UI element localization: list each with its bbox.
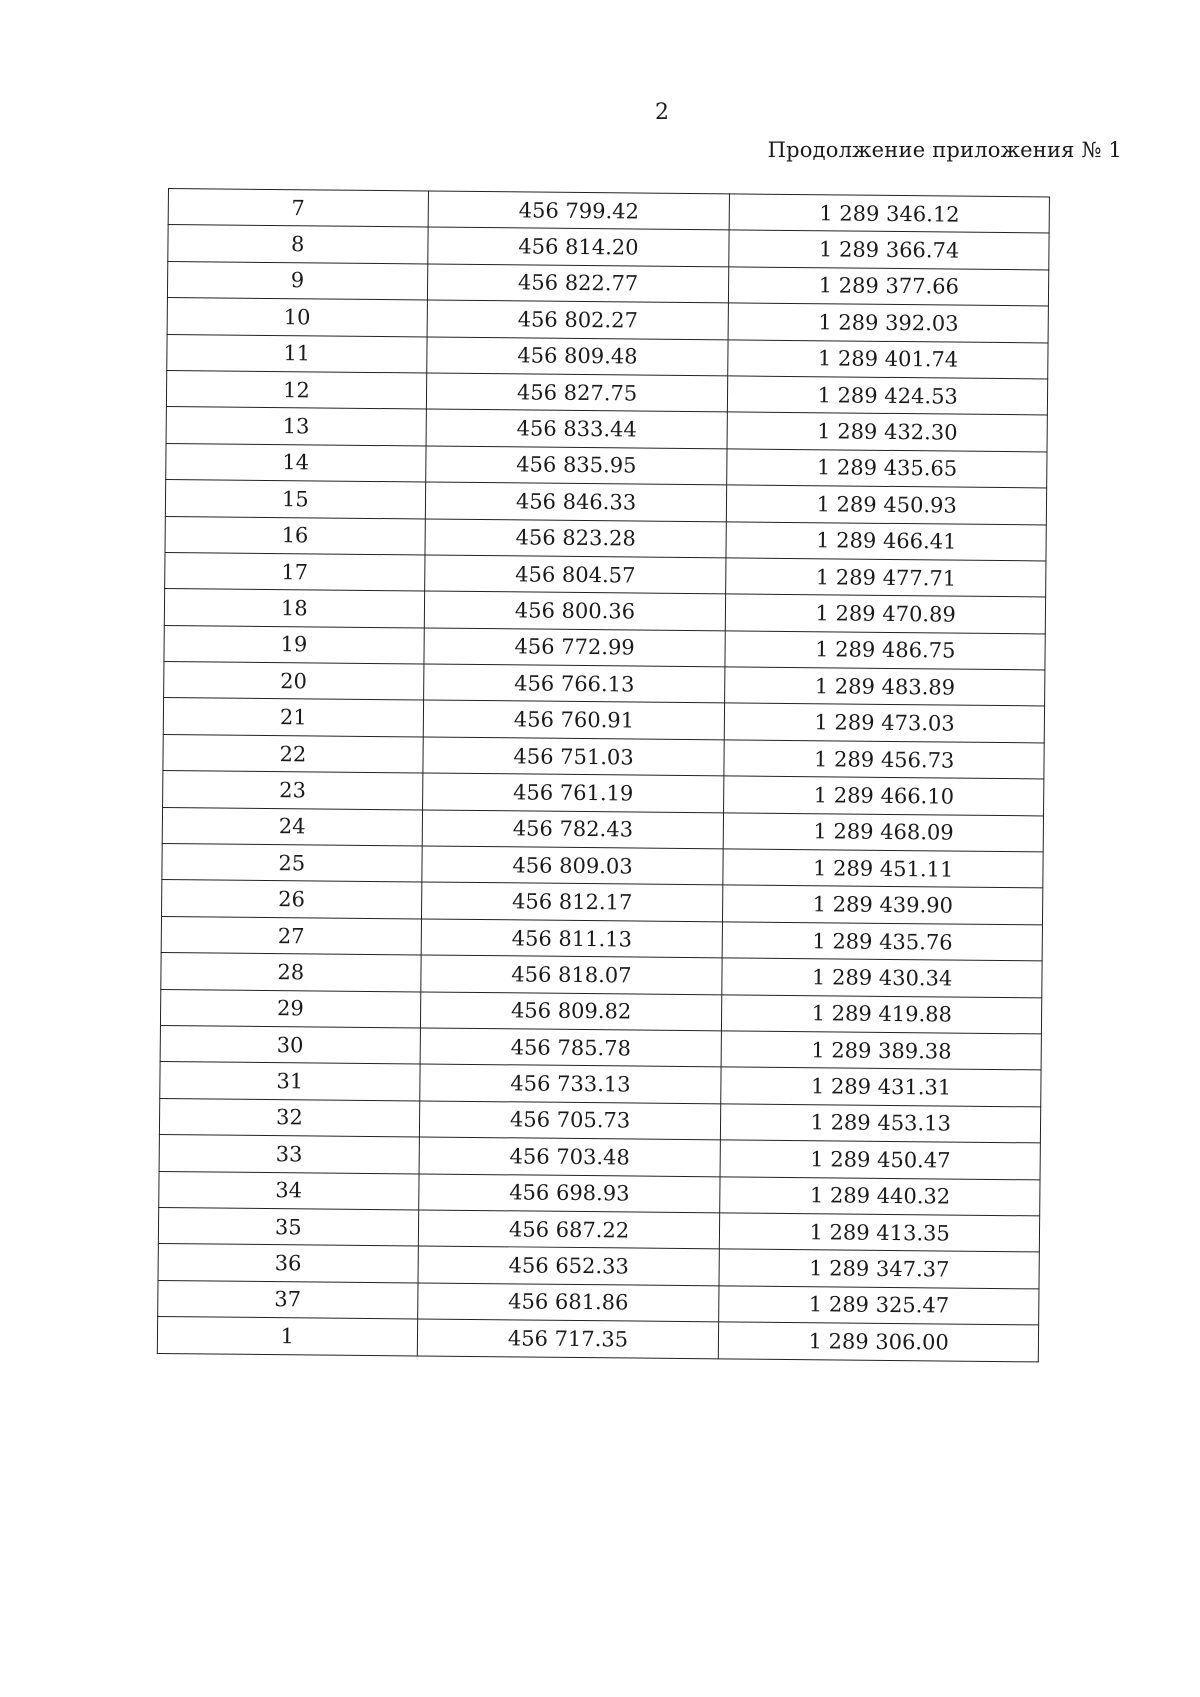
x-coordinate-cell: 456 823.28 <box>425 518 727 557</box>
point-number-cell: 19 <box>164 625 424 664</box>
coordinates-table <box>157 188 1050 1362</box>
page-number: 2 <box>655 100 669 125</box>
y-coordinate-cell: 1 289 466.41 <box>726 521 1046 560</box>
continuation-heading: Продолжение приложения № 1 <box>767 138 1122 162</box>
y-coordinate-cell: 1 289 477.71 <box>726 558 1046 597</box>
x-coordinate-cell: 456 800.36 <box>424 591 726 630</box>
x-coordinate-cell: 456 833.44 <box>426 409 728 448</box>
point-number-cell: 7 <box>168 189 428 228</box>
point-number-cell: 22 <box>163 734 423 773</box>
y-coordinate-cell: 1 289 450.47 <box>720 1140 1040 1179</box>
y-coordinate-cell: 1 289 325.47 <box>719 1286 1039 1325</box>
y-coordinate-cell: 1 289 470.89 <box>726 594 1046 633</box>
y-coordinate-cell: 1 289 347.37 <box>719 1249 1039 1288</box>
y-coordinate-cell: 1 289 453.13 <box>721 1104 1041 1143</box>
y-coordinate-cell: 1 289 306.00 <box>719 1322 1039 1361</box>
point-number-cell: 18 <box>164 589 424 628</box>
x-coordinate-cell: 456 717.35 <box>417 1319 719 1358</box>
y-coordinate-cell: 1 289 401.74 <box>728 339 1048 378</box>
point-number-cell: 24 <box>162 807 422 846</box>
point-number-cell: 28 <box>161 953 421 992</box>
y-coordinate-cell: 1 289 377.66 <box>729 267 1049 306</box>
point-number-cell: 37 <box>158 1280 418 1319</box>
point-number-cell: 29 <box>160 989 420 1028</box>
y-coordinate-cell: 1 289 435.65 <box>727 449 1047 488</box>
x-coordinate-cell: 456 822.77 <box>427 264 729 303</box>
x-coordinate-cell: 456 846.33 <box>425 482 727 521</box>
point-number-cell: 15 <box>165 480 425 519</box>
y-coordinate-cell: 1 289 430.34 <box>722 958 1042 997</box>
point-number-cell: 13 <box>166 407 426 446</box>
point-number-cell: 9 <box>167 261 427 300</box>
point-number-cell: 16 <box>165 516 425 555</box>
point-number-cell: 36 <box>158 1244 418 1283</box>
x-coordinate-cell: 456 652.33 <box>418 1246 720 1285</box>
point-number-cell: 17 <box>165 552 425 591</box>
x-coordinate-cell: 456 761.19 <box>422 773 724 812</box>
point-number-cell: 27 <box>161 916 421 955</box>
x-coordinate-cell: 456 785.78 <box>420 1028 722 1067</box>
y-coordinate-cell: 1 289 456.73 <box>724 740 1044 779</box>
point-number-cell: 14 <box>166 443 426 482</box>
x-coordinate-cell: 456 760.91 <box>423 700 725 739</box>
point-number-cell: 33 <box>159 1135 419 1174</box>
y-coordinate-cell: 1 289 413.35 <box>720 1213 1040 1252</box>
y-coordinate-cell: 1 289 483.89 <box>725 667 1045 706</box>
x-coordinate-cell: 456 809.48 <box>426 337 728 376</box>
point-number-cell: 8 <box>168 225 428 264</box>
y-coordinate-cell: 1 289 392.03 <box>728 303 1048 342</box>
x-coordinate-cell: 456 809.82 <box>420 992 722 1031</box>
point-number-cell: 26 <box>162 880 422 919</box>
point-number-cell: 32 <box>159 1098 419 1137</box>
point-number-cell: 31 <box>160 1062 420 1101</box>
y-coordinate-cell: 1 289 473.03 <box>725 703 1045 742</box>
y-coordinate-cell: 1 289 466.10 <box>724 776 1044 815</box>
y-coordinate-cell: 1 289 451.11 <box>723 849 1043 888</box>
x-coordinate-cell: 456 812.17 <box>421 882 723 921</box>
x-coordinate-cell: 456 802.27 <box>427 300 729 339</box>
point-number-cell: 35 <box>158 1207 418 1246</box>
y-coordinate-cell: 1 289 450.93 <box>727 485 1047 524</box>
x-coordinate-cell: 456 835.95 <box>425 446 727 485</box>
x-coordinate-cell: 456 703.48 <box>419 1137 721 1176</box>
y-coordinate-cell: 1 289 468.09 <box>724 813 1044 852</box>
point-number-cell: 21 <box>163 698 423 737</box>
x-coordinate-cell: 456 751.03 <box>423 737 725 776</box>
y-coordinate-cell: 1 289 440.32 <box>720 1176 1040 1215</box>
point-number-cell: 34 <box>159 1171 419 1210</box>
coordinates-table-body <box>157 189 1049 1362</box>
point-number-cell: 11 <box>167 334 427 373</box>
x-coordinate-cell: 456 698.93 <box>418 1173 720 1212</box>
point-number-cell: 20 <box>164 662 424 701</box>
x-coordinate-cell: 456 733.13 <box>419 1064 721 1103</box>
point-number-cell: 12 <box>166 370 426 409</box>
x-coordinate-cell: 456 799.42 <box>428 191 730 230</box>
point-number-cell: 25 <box>162 844 422 883</box>
y-coordinate-cell: 1 289 432.30 <box>727 412 1047 451</box>
x-coordinate-cell: 456 814.20 <box>427 227 729 266</box>
y-coordinate-cell: 1 289 366.74 <box>729 230 1049 269</box>
x-coordinate-cell: 456 766.13 <box>423 664 725 703</box>
x-coordinate-cell: 456 809.03 <box>422 846 724 885</box>
x-coordinate-cell: 456 681.86 <box>417 1283 719 1322</box>
y-coordinate-cell: 1 289 419.88 <box>722 994 1042 1033</box>
y-coordinate-cell: 1 289 486.75 <box>725 631 1045 670</box>
x-coordinate-cell: 456 804.57 <box>424 555 726 594</box>
point-number-cell: 10 <box>167 298 427 337</box>
y-coordinate-cell: 1 289 435.76 <box>723 922 1043 961</box>
point-number-cell: 30 <box>160 1025 420 1064</box>
x-coordinate-cell: 456 818.07 <box>420 955 722 994</box>
y-coordinate-cell: 1 289 424.53 <box>728 376 1048 415</box>
y-coordinate-cell: 1 289 346.12 <box>729 194 1049 233</box>
y-coordinate-cell: 1 289 439.90 <box>723 885 1043 924</box>
x-coordinate-cell: 456 782.43 <box>422 810 724 849</box>
x-coordinate-cell: 456 705.73 <box>419 1101 721 1140</box>
x-coordinate-cell: 456 811.13 <box>421 919 723 958</box>
point-number-cell: 1 <box>157 1317 417 1356</box>
x-coordinate-cell: 456 772.99 <box>424 628 726 667</box>
y-coordinate-cell: 1 289 389.38 <box>721 1031 1041 1070</box>
x-coordinate-cell: 456 687.22 <box>418 1210 720 1249</box>
point-number-cell: 23 <box>163 771 423 810</box>
x-coordinate-cell: 456 827.75 <box>426 373 728 412</box>
table-row <box>157 1317 1038 1362</box>
y-coordinate-cell: 1 289 431.31 <box>721 1067 1041 1106</box>
